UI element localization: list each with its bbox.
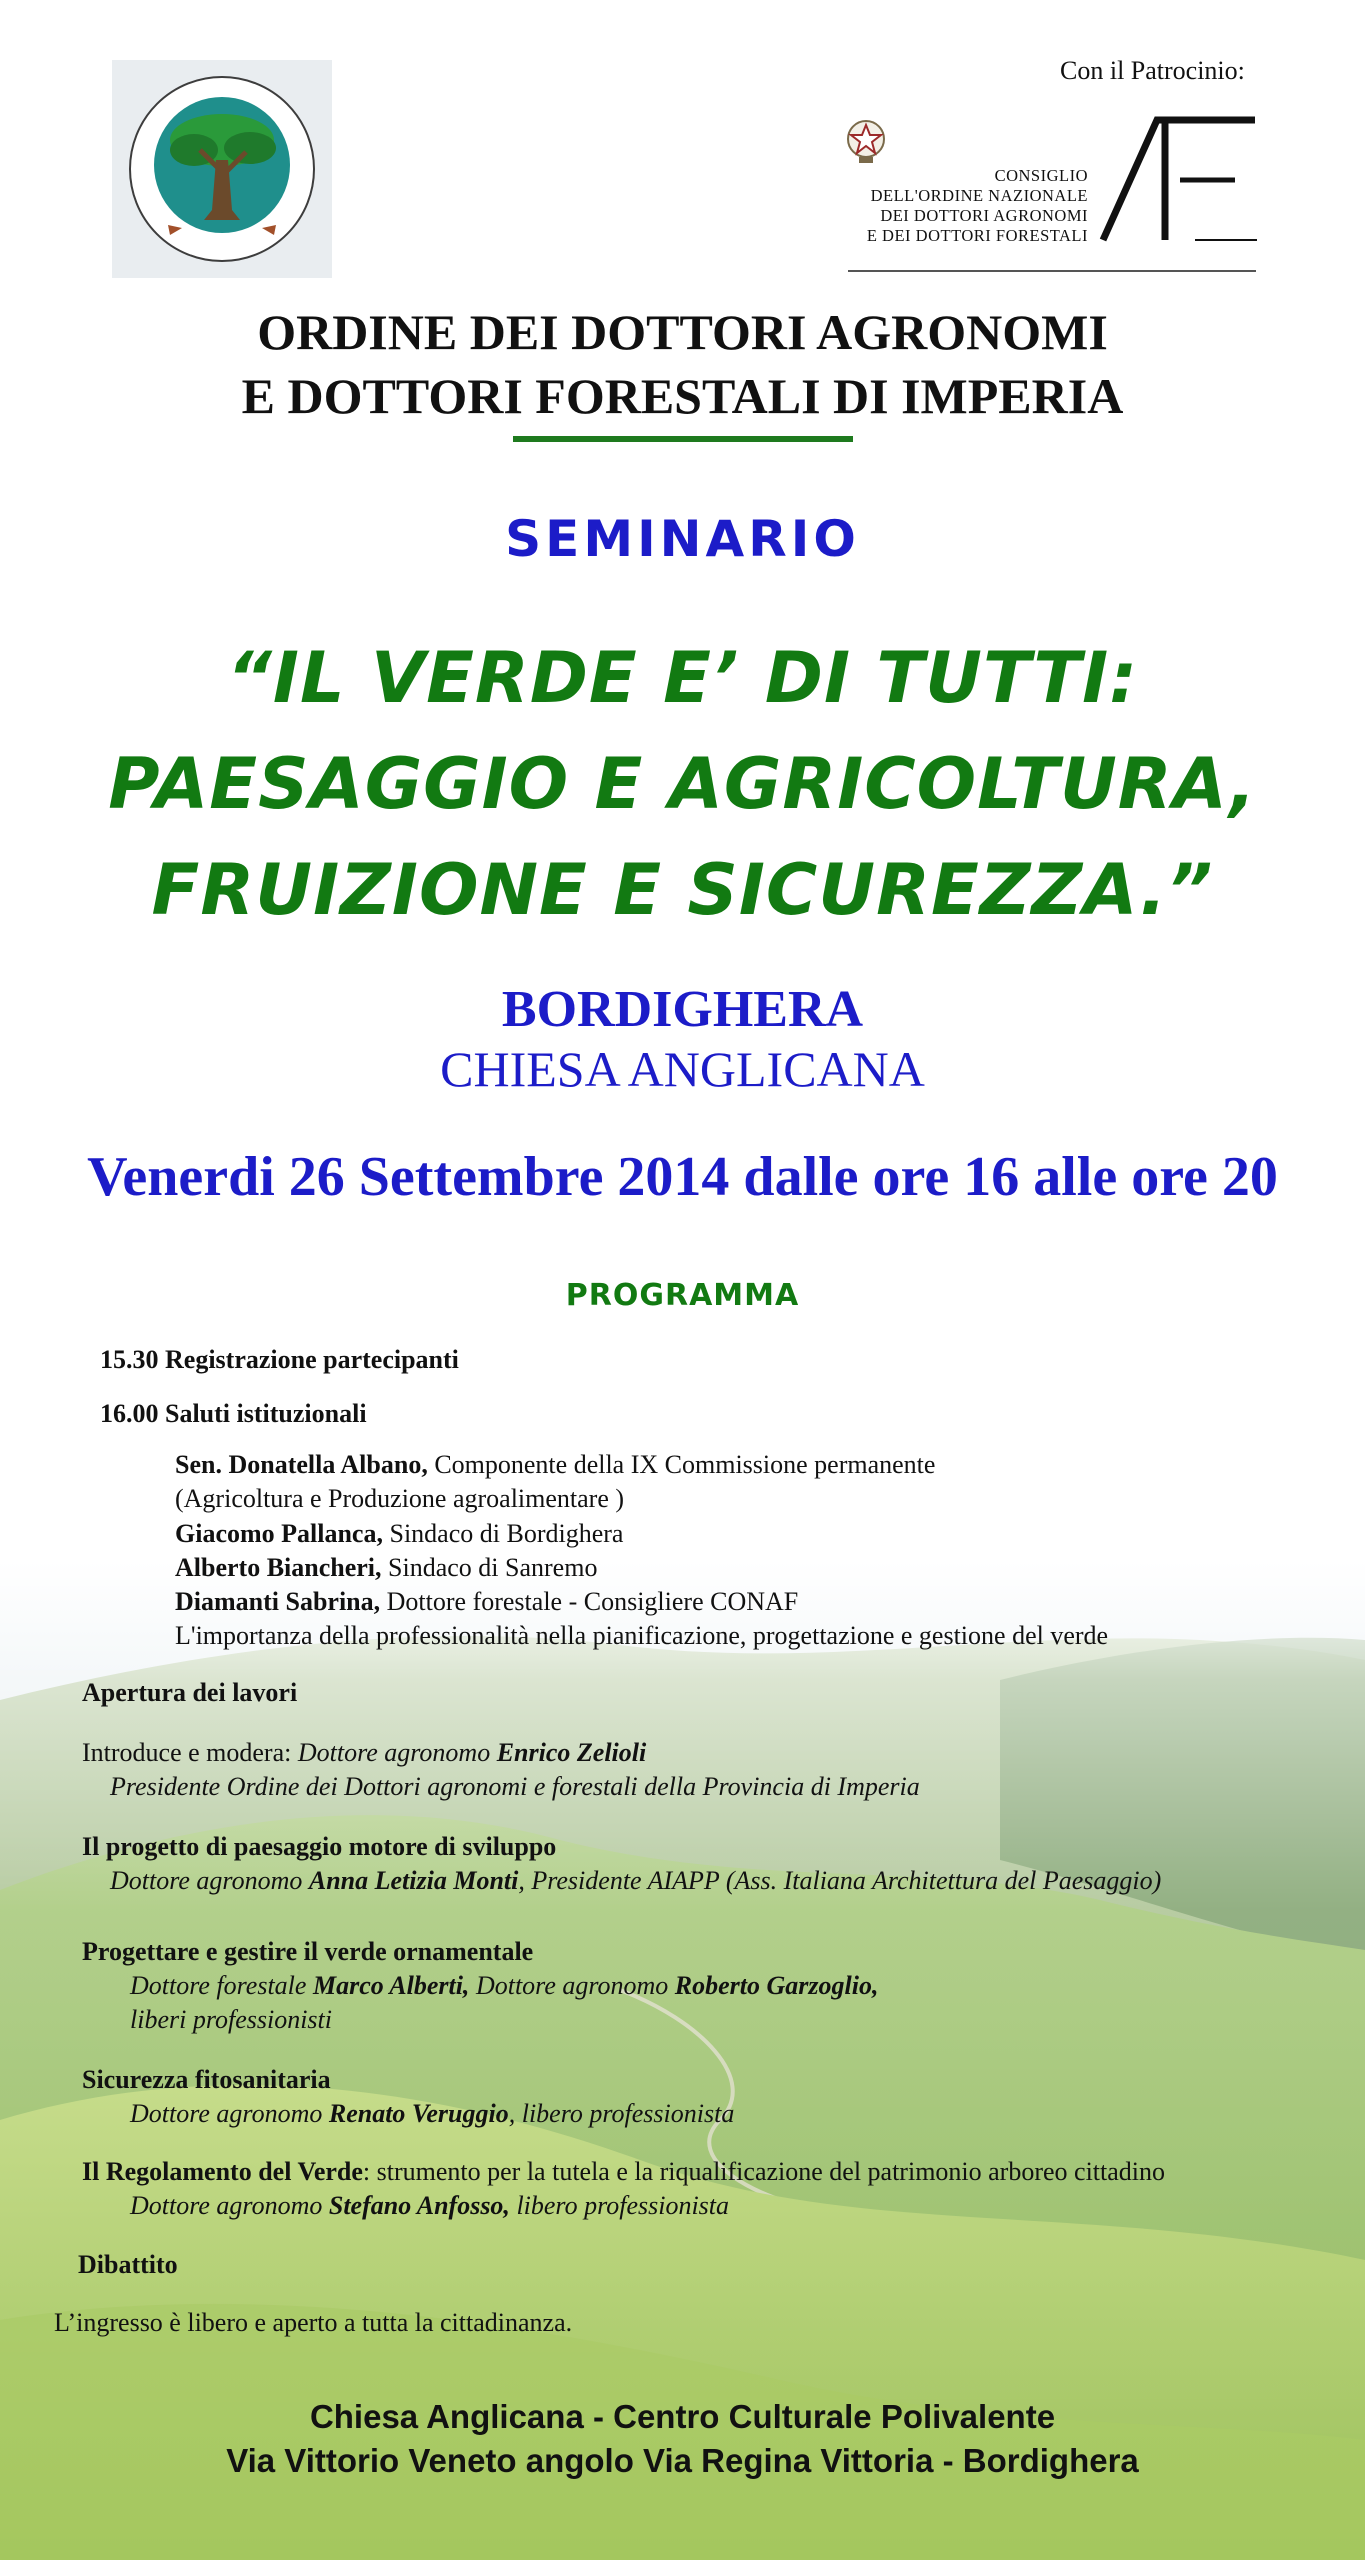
program-item-saluti: 16.00 Saluti istituzionali xyxy=(100,1399,367,1428)
event-city: BORDIGHERA xyxy=(501,981,864,1038)
speaker-role: , Presidente AIAPP (Ass. Italiana Architettura del Paesaggio) xyxy=(518,1866,1162,1895)
talk-4-title-rest: : strumento per la tutela e la riqualificazione del patrimonio arboreo cittadino xyxy=(362,2157,1166,2186)
speaker-title: Dottore forestale xyxy=(130,1971,313,2000)
speaker-albano-role2: (Agricoltura e Produzione agroalimentare ) xyxy=(175,1484,625,1513)
talk-3-speaker xyxy=(130,2097,734,2131)
event-title-line2: PAESAGGIO E AGRICOLTURA, xyxy=(108,743,1257,825)
italian-emblem-icon xyxy=(845,115,887,167)
speaker-name: Diamanti Sabrina, xyxy=(175,1587,381,1616)
speaker-title: Dottore agronomo xyxy=(469,1971,675,2000)
speaker-diamanti xyxy=(175,1585,798,1619)
speaker-name: Roberto Garzoglio, xyxy=(674,1971,879,2000)
dibattito: Dibattito xyxy=(78,2250,178,2279)
speaker-diamanti-topic: L'importanza della professionalità nella pianificazione, progettazione e gestione del verde xyxy=(175,1621,1109,1650)
talk-1-title: Il progetto di paesaggio motore di sviluppo xyxy=(82,1832,557,1861)
consiglio-line: DELL'ORDINE NAZIONALE xyxy=(870,186,1088,205)
apertura-lavori: Apertura dei lavori xyxy=(82,1678,298,1707)
footer-address xyxy=(0,2395,1365,2483)
talk-4-speaker xyxy=(130,2189,729,2223)
introduce-name: Enrico Zelioli xyxy=(496,1738,647,1767)
introduce-label: Introduce e modera: xyxy=(82,1738,298,1767)
consiglio-line: E DEI DOTTORI FORESTALI xyxy=(866,226,1088,245)
talk-2-speakers xyxy=(130,1969,878,2003)
speaker-role: Sindaco di Sanremo xyxy=(381,1553,598,1582)
speaker-biancheri xyxy=(175,1551,597,1585)
speaker-title: Dottore agronomo xyxy=(130,2191,329,2220)
talk-1-speaker xyxy=(110,1864,1161,1898)
speaker-name: Renato Veruggio xyxy=(328,2099,509,2128)
event-date: Venerdi 26 Settembre 2014 dalle ore 16 alle ore 20 xyxy=(87,1146,1278,1208)
consiglio-text xyxy=(800,166,1088,246)
speaker-title: Dottore agronomo xyxy=(110,1866,309,1895)
introduce-title: Dottore agronomo xyxy=(297,1738,497,1767)
speaker-name: Alberto Biancheri, xyxy=(175,1553,382,1582)
speaker-name: Anna Letizia Monti xyxy=(308,1866,519,1895)
ordine-logo-image xyxy=(112,60,332,278)
speaker-albano xyxy=(175,1448,935,1482)
talk-4-title-bold: Il Regolamento del Verde xyxy=(82,2157,363,2186)
speaker-name: Sen. Donatella Albano, xyxy=(175,1450,428,1479)
talk-2-role: liberi professionisti xyxy=(130,2005,332,2034)
org-title xyxy=(0,300,1365,428)
event-title-line1: “IL VERDE E’ DI TUTTI: xyxy=(226,637,1139,719)
talk-3-title: Sicurezza fitosanitaria xyxy=(82,2065,331,2094)
speaker-name: Stefano Anfosso, xyxy=(328,2191,510,2220)
introduce-modera xyxy=(82,1736,646,1770)
speaker-role: Componente della IX Commissione permanente xyxy=(427,1450,936,1479)
consiglio-line: DEI DOTTORI AGRONOMI xyxy=(880,206,1088,225)
speaker-title: Dottore agronomo xyxy=(130,2099,329,2128)
footer-line2: Via Vittorio Veneto angolo Via Regina Vittoria - Bordighera xyxy=(226,2442,1139,2479)
ordine-logo xyxy=(112,60,332,278)
event-title xyxy=(0,625,1365,943)
footer-line1: Chiesa Anglicana - Centro Culturale Polivalente xyxy=(309,2398,1056,2435)
event-venue: CHIESA ANGLICANA xyxy=(440,1041,925,1097)
speaker-role: , libero professionista xyxy=(508,2099,735,2128)
introduce-role: Presidente Ordine dei Dottori agronomi e forestali della Provincia di Imperia xyxy=(110,1772,920,1801)
patrocinio-divider xyxy=(848,270,1256,272)
patrocinio-label: Con il Patrocinio: xyxy=(1060,56,1245,85)
program-item-registrazione: 15.30 Registrazione partecipanti xyxy=(100,1345,459,1374)
speaker-name: Marco Alberti, xyxy=(312,1971,470,2000)
title-underline xyxy=(513,436,853,442)
talk-2-title: Progettare e gestire il verde ornamentale xyxy=(82,1937,534,1966)
speaker-name: Giacomo Pallanca, xyxy=(175,1519,383,1548)
org-title-line2: E DOTTORI FORESTALI DI IMPERIA xyxy=(241,368,1124,424)
talk-4-title xyxy=(82,2155,1165,2189)
ingresso-note: L’ingresso è libero e aperto a tutta la cittadinanza. xyxy=(54,2308,573,2337)
event-title-line3: FRUIZIONE E SICUREZZA.” xyxy=(151,849,1214,931)
event-type: SEMINARIO xyxy=(505,510,860,568)
conaf-logo xyxy=(1095,115,1260,245)
speaker-role: libero professionista xyxy=(509,2191,730,2220)
org-title-line1: ORDINE DEI DOTTORI AGRONOMI xyxy=(257,304,1108,360)
consiglio-line: CONSIGLIO xyxy=(994,166,1088,185)
speaker-role: Sindaco di Bordighera xyxy=(382,1519,624,1548)
programma-heading: PROGRAMMA xyxy=(565,1278,800,1313)
speaker-role: Dottore forestale - Consigliere CONAF xyxy=(380,1587,799,1616)
speaker-pallanca xyxy=(175,1517,623,1551)
